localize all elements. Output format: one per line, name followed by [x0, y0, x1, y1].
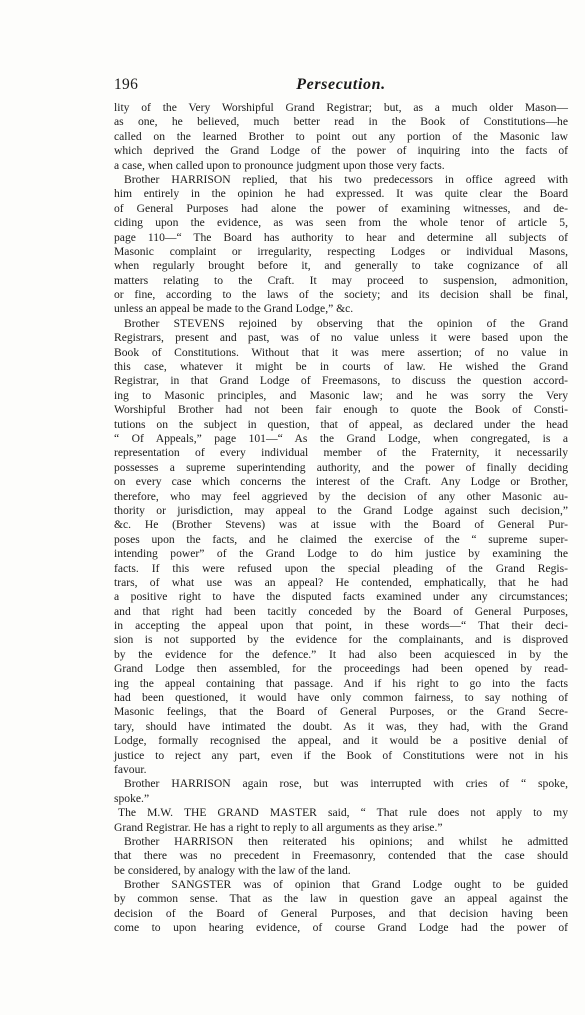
body-text [114, 101, 568, 936]
text-line: facts. If this were refused upon the special pleading of the Grand Regis- [114, 561, 568, 575]
text-line: come to upon hearing evidence, of course Grand Lodge had the power of [114, 921, 568, 935]
text-line: in accepting the appeal upon that point, in these words—“ That their deci- [114, 619, 568, 633]
text-line: representation of every individual member of the Fraternity, it necessarily [114, 446, 568, 460]
text-line: ing the appeal containing that passage. And if his right to go into the facts [114, 676, 568, 690]
text-line: that there was no precedent in Freemasonry, contended that the case should [114, 849, 568, 863]
text-line: matters relating to the Craft. It may proceed to suspension, admonition, [114, 273, 568, 287]
text-line: which deprived the Grand Lodge of the power of inquiring into the facts of [114, 144, 568, 158]
text-line: Grand Lodge then assembled, for the proceedings had been opened by read- [114, 662, 568, 676]
paragraph-first-line: Brother SANGSTER was of opinion that Grand Lodge ought to be guided [124, 878, 568, 892]
text-line: on every case which concerns the interest of the Craft. Any Lodge or Brother, [114, 475, 568, 489]
text-line: possesses a supreme superintending authority, and the power of finally deciding [114, 460, 568, 474]
text-line: Grand Registrar. He has a right to reply to all arguments as they arise.” [114, 820, 443, 834]
text-line: a case, when called upon to pronounce judgment upon those very facts. [114, 158, 445, 172]
text-line: tary, should have intimated the doubt. As it was, they had, with the Grand [114, 719, 568, 733]
text-line: Lodge, formally recognised the appeal, and it would be a positive denial of [114, 734, 568, 748]
text-line: page 110—“ The Board has authority to hear and determine all subjects of [114, 230, 568, 244]
text-line: by common sense. That as the law in question gave an appeal against the [114, 892, 568, 906]
paragraph-first-line: The M.W. THE GRAND MASTER said, “ That rule does not apply to my [118, 806, 568, 820]
text-line: Masonic feelings, that the Board of General Purposes, or the Grand Secre- [114, 705, 568, 719]
text-line: sion is not supported by the evidence for the complainants, and is disproved [114, 633, 568, 647]
text-line: lity of the Very Worshipful Grand Registrar; but, as a much older Mason— [114, 101, 568, 114]
running-title: Persecution. [296, 76, 386, 93]
text-line: ciding upon the evidence, as was seen from the whole tenor of article 5, [114, 216, 568, 230]
text-line: as one, he believed, much better read in the Book of Constitutions—he [114, 115, 568, 129]
paragraph-first-line: Brother STEVENS rejoined by observing that the opinion of the Grand [124, 316, 568, 330]
text-line: him entirely in the opinion he had expressed. It was quite clear the Board [114, 187, 568, 201]
paragraph-first-line: Brother HARRISON replied, that his two predecessors in office agreed with [124, 172, 568, 186]
text-line: this case, whatever it might be in courts of law. He wished the Grand [114, 360, 568, 374]
text-line: justice to reject any part, even if the Book of Constitutions were not in his [114, 748, 568, 762]
text-line: spoke.” [114, 791, 150, 805]
text-line: “ Of Appeals,” page 101—“ As the Grand Lodge, when congregated, is a [114, 431, 568, 445]
page-header [114, 76, 568, 98]
text-line: be considered, by analogy with the law of the land. [114, 863, 351, 877]
text-line: Registrars, present and past, was of no value unless it were based upon the [114, 331, 568, 345]
text-line: tutions on the subject in question, that of appeal, as declared under the head [114, 417, 568, 431]
text-line: and that right had been tacitly conceded by the Board of General Purposes, [114, 604, 568, 618]
text-line: therefore, who may feel aggrieved by the decision of any other Masonic au- [114, 489, 568, 503]
paragraph-first-line: Brother HARRISON then reiterated his opinions; and whilst he admitted [124, 834, 568, 848]
text-line: called on the learned Brother to point out any portion of the Masonic law [114, 129, 568, 143]
text-line: Registrar, in that Grand Lodge of Freemasons, to discuss the question accord- [114, 374, 568, 388]
text-line: intending power” of the Grand Lodge to do him justice by examining the [114, 547, 568, 561]
text-line: had been questioned, it would have only common fairness, to say nothing of [114, 691, 568, 705]
text-line: favour. [114, 762, 147, 776]
text-line: trars, of what use was an appeal? He contended, emphatically, that he had [114, 575, 568, 589]
text-line: unless an appeal be made to the Grand Lodge,” &c. [114, 302, 354, 316]
text-line: or fine, according to the laws of the society; and its decision shall be final, [114, 288, 568, 302]
text-line: Worshipful Brother had not been fair enough to quote the Book of Consti- [114, 403, 568, 417]
text-line: of General Purposes had alone the power of examining witnesses, and de- [114, 201, 568, 215]
text-line: decision of the Board of General Purposes, and that decision having been [114, 906, 568, 920]
text-line: Masonic complaint or irregularity, respecting Lodges or individual Masons, [114, 244, 568, 258]
text-line: ing to Masonic principles, and Masonic law; and he was sorry the Very [114, 388, 568, 402]
page-number: 196 [114, 76, 139, 93]
paragraph-first-line: Brother HARRISON again rose, but was interrupted with cries of “ spoke, [124, 777, 568, 791]
text-line: thority or jurisdiction, may appeal to the Grand Lodge against such decision,” [114, 503, 568, 517]
text-line: a positive right to have the disputed facts examined under any circumstances; [114, 590, 568, 604]
text-line: by the evidence for the defence.” It had also been acquiesced in by the [114, 647, 568, 661]
text-line: when regularly brought before it, and generally to take cognizance of all [114, 259, 568, 273]
text-line: Book of Constitutions. Without that it was mere assertion; of no value in [114, 345, 568, 359]
text-line: poses upon the facts, and he claimed the exercise of the “ supreme super- [114, 532, 568, 546]
text-line: &c. He (Brother Stevens) was at issue with the Board of General Pur- [114, 518, 568, 532]
